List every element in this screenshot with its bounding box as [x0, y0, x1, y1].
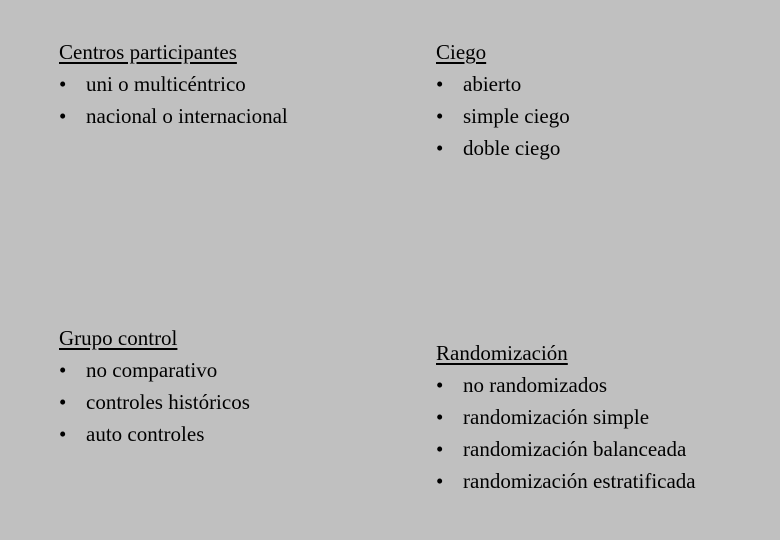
block-randomizacion — [436, 337, 696, 497]
list-item-label: abierto — [463, 72, 522, 96]
list-item-label: doble ciego — [463, 136, 561, 160]
bullet-icon: • — [59, 104, 67, 128]
list-item — [59, 386, 250, 418]
block-grupo-control — [59, 322, 250, 450]
list-item-label: nacional o internacional — [86, 104, 288, 128]
bullet-icon: • — [59, 358, 67, 382]
list-item-label: controles históricos — [86, 390, 250, 414]
list-item — [436, 132, 570, 164]
list-item-label: randomización balanceada — [463, 437, 687, 461]
bullet-list — [436, 369, 696, 497]
list-item — [436, 100, 570, 132]
list-item — [59, 418, 250, 450]
bullet-list — [436, 68, 570, 164]
list-item — [436, 369, 696, 401]
block-heading: Centros participantes — [59, 40, 237, 64]
list-item-label: randomización estratificada — [463, 469, 696, 493]
bullet-list — [59, 68, 288, 132]
bullet-icon: • — [436, 469, 444, 493]
bullet-icon: • — [436, 373, 444, 397]
list-item — [436, 401, 696, 433]
list-item-label: no randomizados — [463, 373, 608, 397]
block-ciego — [436, 36, 570, 164]
list-item-label: uni o multicéntrico — [86, 72, 246, 96]
list-item — [436, 68, 570, 100]
bullet-icon: • — [59, 72, 67, 96]
bullet-icon: • — [436, 405, 444, 429]
list-item-label: auto controles — [86, 422, 205, 446]
list-item — [59, 100, 288, 132]
list-item-label: no comparativo — [86, 358, 218, 382]
list-item — [59, 354, 250, 386]
bullet-icon: • — [59, 422, 67, 446]
block-heading: Grupo control — [59, 326, 178, 350]
block-heading: Randomización — [436, 341, 568, 365]
bullet-icon: • — [436, 437, 444, 461]
block-centros-participantes — [59, 36, 288, 132]
bullet-icon: • — [436, 72, 444, 96]
bullet-icon: • — [436, 104, 444, 128]
list-item-label: randomización simple — [463, 405, 650, 429]
bullet-icon: • — [436, 136, 444, 160]
list-item — [436, 433, 696, 465]
bullet-list — [59, 354, 250, 450]
list-item — [59, 68, 288, 100]
block-heading: Ciego — [436, 40, 487, 64]
bullet-icon: • — [59, 390, 67, 414]
list-item — [436, 465, 696, 497]
list-item-label: simple ciego — [463, 104, 570, 128]
